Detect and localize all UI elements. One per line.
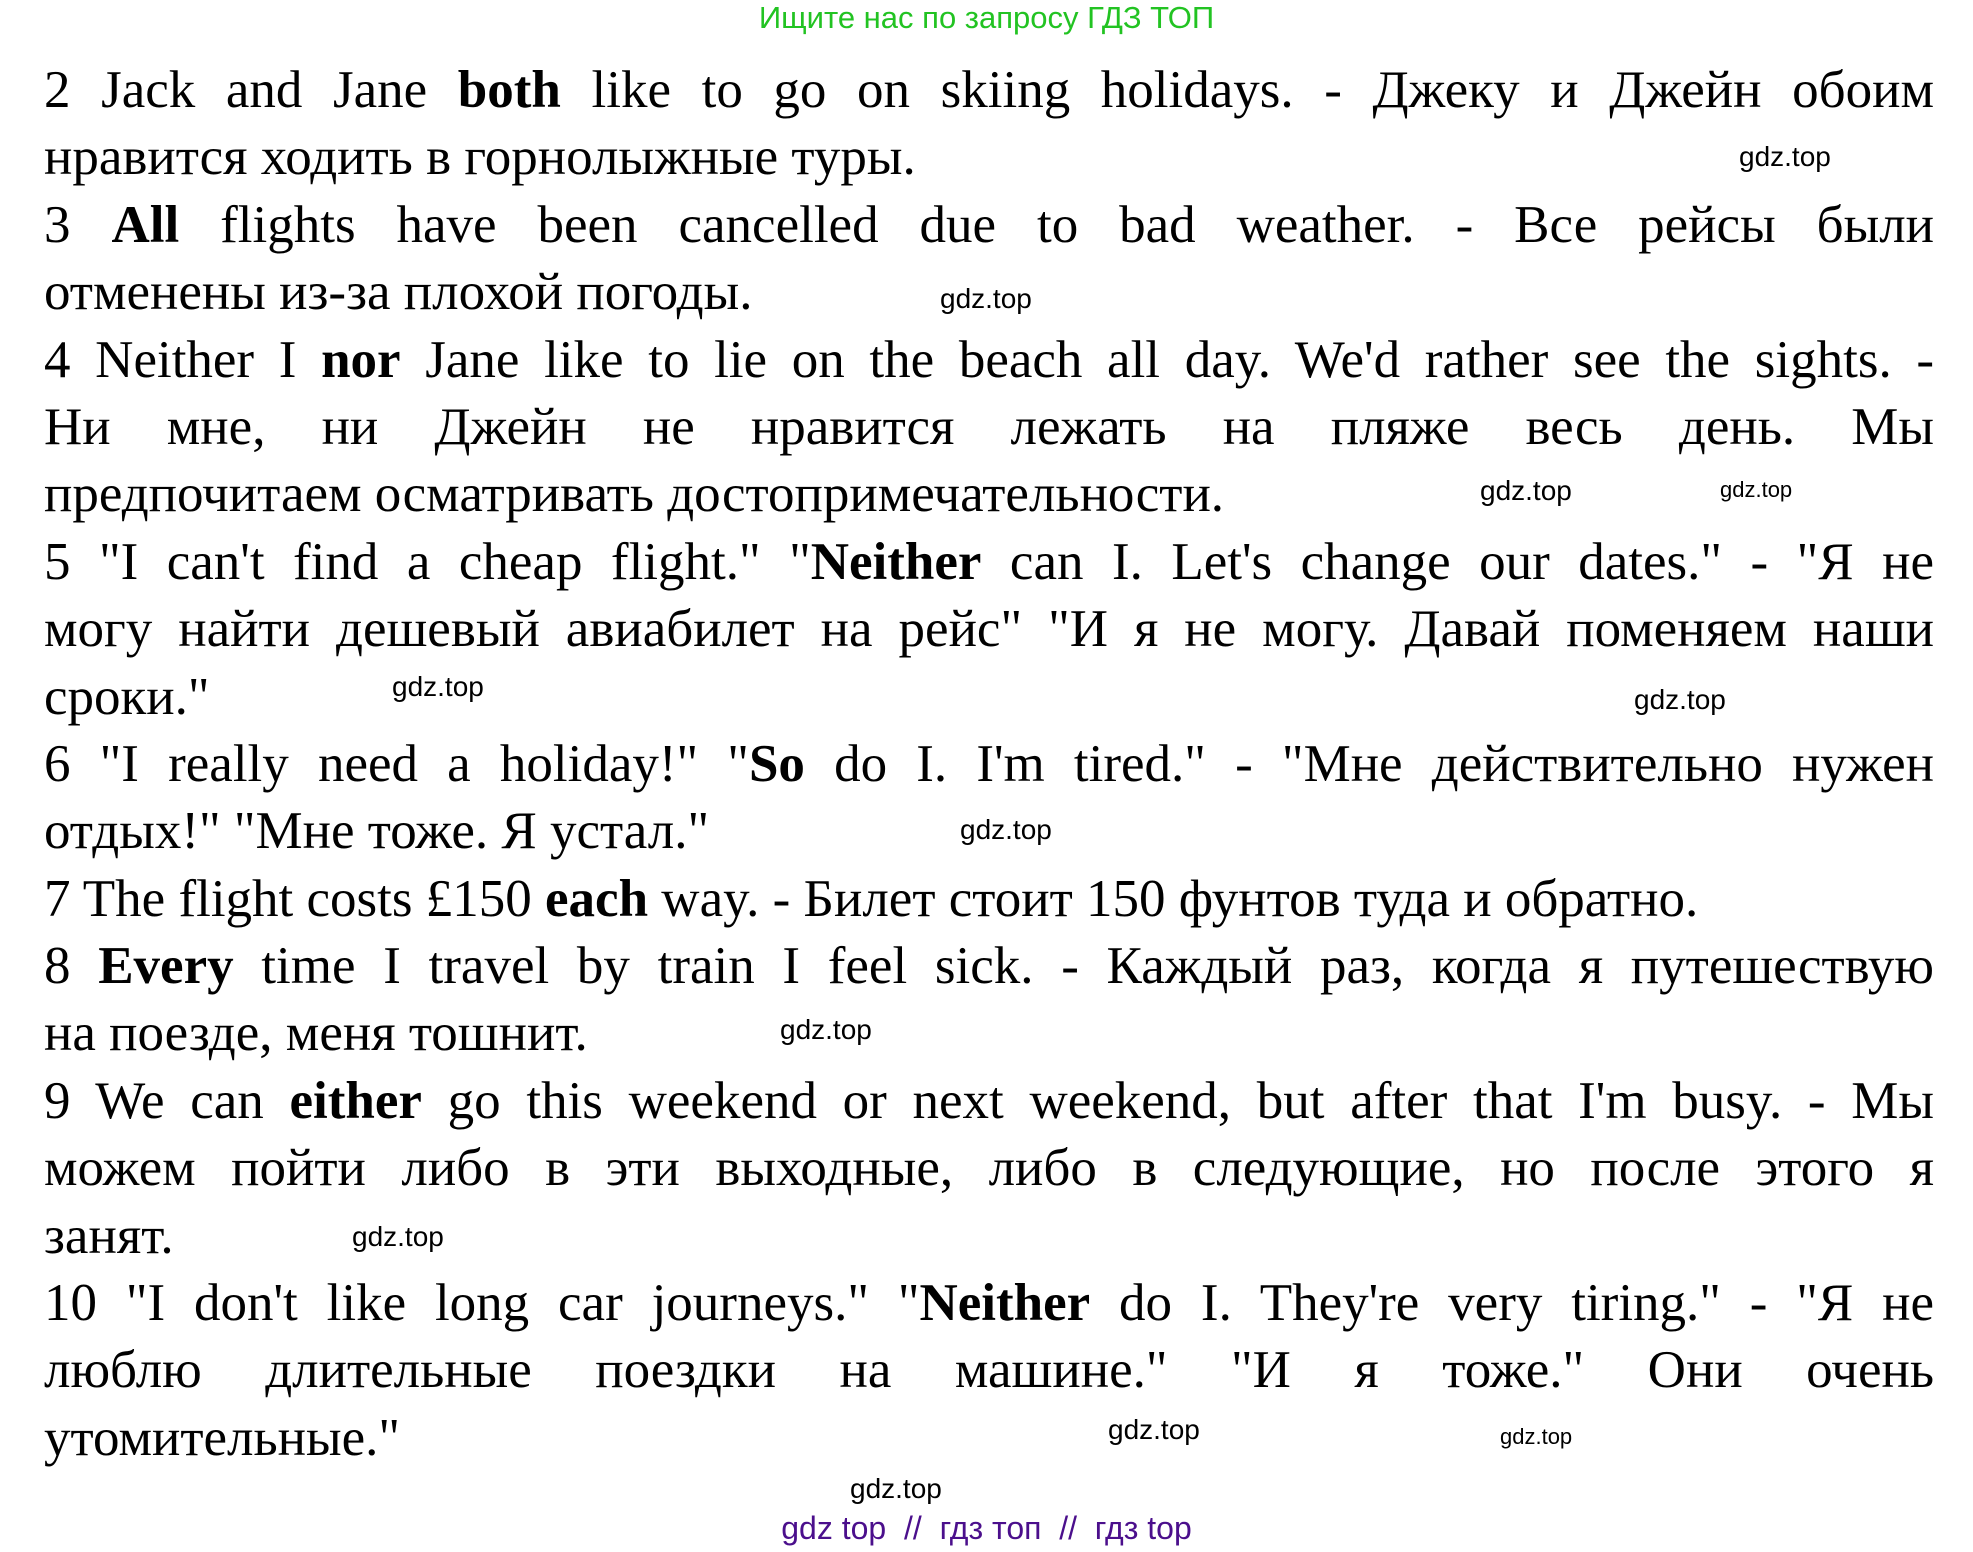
text-line-content xyxy=(44,866,1698,933)
text-segment: time I travel by train I feel sick. - Каждый раз, когда я путешествую xyxy=(233,937,1934,996)
watermark: gdz.top xyxy=(392,671,484,702)
bold-keyword: So xyxy=(748,734,805,793)
text-line-content xyxy=(44,259,752,326)
watermark: gdz.top xyxy=(1500,1424,1573,1449)
text-line-content xyxy=(44,596,1934,663)
bold-keyword: nor xyxy=(321,330,401,389)
text-line-content xyxy=(44,461,1224,528)
bold-keyword: Every xyxy=(98,937,234,996)
text-line-content xyxy=(44,124,916,191)
footer-links: gdz top // гдз топ // гдз top xyxy=(781,1510,1192,1546)
text-line-content xyxy=(44,394,1934,461)
answer-text xyxy=(44,57,1934,1472)
text-line-content xyxy=(44,1337,1934,1404)
text-segment: 4 Neither I xyxy=(44,330,322,389)
text-line-content xyxy=(44,327,1934,394)
text-segment: 2 Jack and Jane xyxy=(44,61,458,119)
text-segment: 7 The flight costs £150 xyxy=(44,869,546,928)
watermark: gdz.top xyxy=(1720,477,1793,502)
text-segment: утомительные." xyxy=(44,1408,401,1467)
text-line xyxy=(44,866,1934,933)
text-line-content xyxy=(44,57,1934,124)
text-segment: Ни мне, ни Джейн не нравится лежать на пляже весь день. Мы xyxy=(44,397,1934,456)
watermark: gdz.top xyxy=(1480,475,1572,506)
text-segment: go this weekend or next weekend, but after that I'm busy. - Мы xyxy=(421,1071,1934,1130)
text-segment: отменены из-за плохой погоды. xyxy=(44,263,753,322)
text-line xyxy=(44,1000,1934,1067)
watermark: gdz.top xyxy=(352,1221,444,1252)
text-segment: like to go on skiing holidays. - Джеку и Джейн обоим xyxy=(560,61,1934,119)
text-line xyxy=(44,1405,1934,1472)
text-line-content xyxy=(44,731,1934,798)
text-line-content xyxy=(44,1405,400,1472)
search-hint-banner: Ищите нас по запросу ГДЗ ТОП xyxy=(758,0,1215,35)
bold-keyword: each xyxy=(545,869,649,928)
text-segment: 5 "I can't find a cheap flight." " xyxy=(44,532,811,591)
text-segment: flights have been cancelled due to bad weather. - Все рейсы были xyxy=(179,195,1935,254)
text-segment: сроки." xyxy=(44,667,210,726)
text-line-content xyxy=(44,1068,1934,1135)
text-segment: 3 xyxy=(44,195,112,254)
text-line xyxy=(44,1203,1934,1270)
text-line xyxy=(44,1270,1934,1337)
text-segment: 10 "I don't like long car journeys." " xyxy=(44,1274,920,1333)
watermark: gdz.top xyxy=(960,814,1052,845)
text-segment: могу найти дешевый авиабилет на рейс" "И я не могу. Давай поменяем наши xyxy=(44,600,1934,659)
text-line-content xyxy=(44,1203,174,1270)
text-line xyxy=(44,933,1934,1000)
text-segment: Jane like to lie on the beach all day. We'd rather see the sights. - xyxy=(400,330,1935,389)
text-line xyxy=(44,1337,1934,1404)
text-line-content xyxy=(44,1000,588,1067)
text-segment: way. - Билет стоит 150 фунтов туда и обратно. xyxy=(648,869,1699,928)
watermark: gdz.top xyxy=(1108,1414,1200,1445)
text-line xyxy=(44,327,1934,394)
text-segment: 8 xyxy=(44,937,99,996)
bold-keyword: both xyxy=(457,61,561,119)
text-line-content xyxy=(44,798,709,865)
text-line-content xyxy=(44,1270,1934,1337)
bold-keyword: either xyxy=(289,1071,422,1130)
text-segment: 6 "I really need a holiday!" " xyxy=(44,734,749,793)
text-segment: занят. xyxy=(44,1206,174,1265)
text-line xyxy=(44,731,1934,798)
bold-keyword: Neither xyxy=(919,1274,1091,1333)
text-line xyxy=(44,124,1934,191)
watermark: gdz.top xyxy=(780,1014,872,1045)
text-segment: отдых!" "Мне тоже. Я устал." xyxy=(44,802,710,861)
text-segment: do I. They're very tiring." - "Я не xyxy=(1090,1274,1935,1333)
text-segment: на поезде, меня тошнит. xyxy=(44,1004,588,1063)
text-segment: can I. Let's change our dates." - "Я не xyxy=(981,532,1934,591)
text-line-content xyxy=(44,933,1934,1000)
watermark: gdz.top xyxy=(850,1473,942,1504)
text-segment: предпочитаем осматривать достопримечательности. xyxy=(44,465,1225,524)
bold-keyword: Neither xyxy=(810,532,982,591)
text-line xyxy=(44,596,1934,663)
text-line xyxy=(44,1135,1934,1202)
text-segment: можем пойти либо в эти выходные, либо в следующие, но после этого я xyxy=(44,1139,1934,1198)
text-segment: do I. I'm tired." - "Мне действительно нужен xyxy=(804,734,1934,793)
watermark: gdz.top xyxy=(1739,141,1831,172)
text-segment: люблю длительные поездки на машине." "И я тоже." Они очень xyxy=(44,1341,1934,1400)
text-line xyxy=(44,192,1934,259)
text-line xyxy=(44,529,1934,596)
text-line-content xyxy=(44,529,1934,596)
text-segment: 9 We can xyxy=(44,1071,290,1130)
text-segment: нравится ходить в горнолыжные туры. xyxy=(44,128,916,187)
watermark: gdz.top xyxy=(940,283,1032,314)
text-line xyxy=(44,1068,1934,1135)
text-line-content xyxy=(44,1135,1934,1202)
watermark: gdz.top xyxy=(1634,684,1726,715)
text-line-content xyxy=(44,664,210,731)
text-line-content xyxy=(44,192,1934,259)
bold-keyword: All xyxy=(111,195,180,254)
text-line xyxy=(44,394,1934,461)
text-line xyxy=(44,461,1934,528)
text-line xyxy=(44,57,1934,124)
